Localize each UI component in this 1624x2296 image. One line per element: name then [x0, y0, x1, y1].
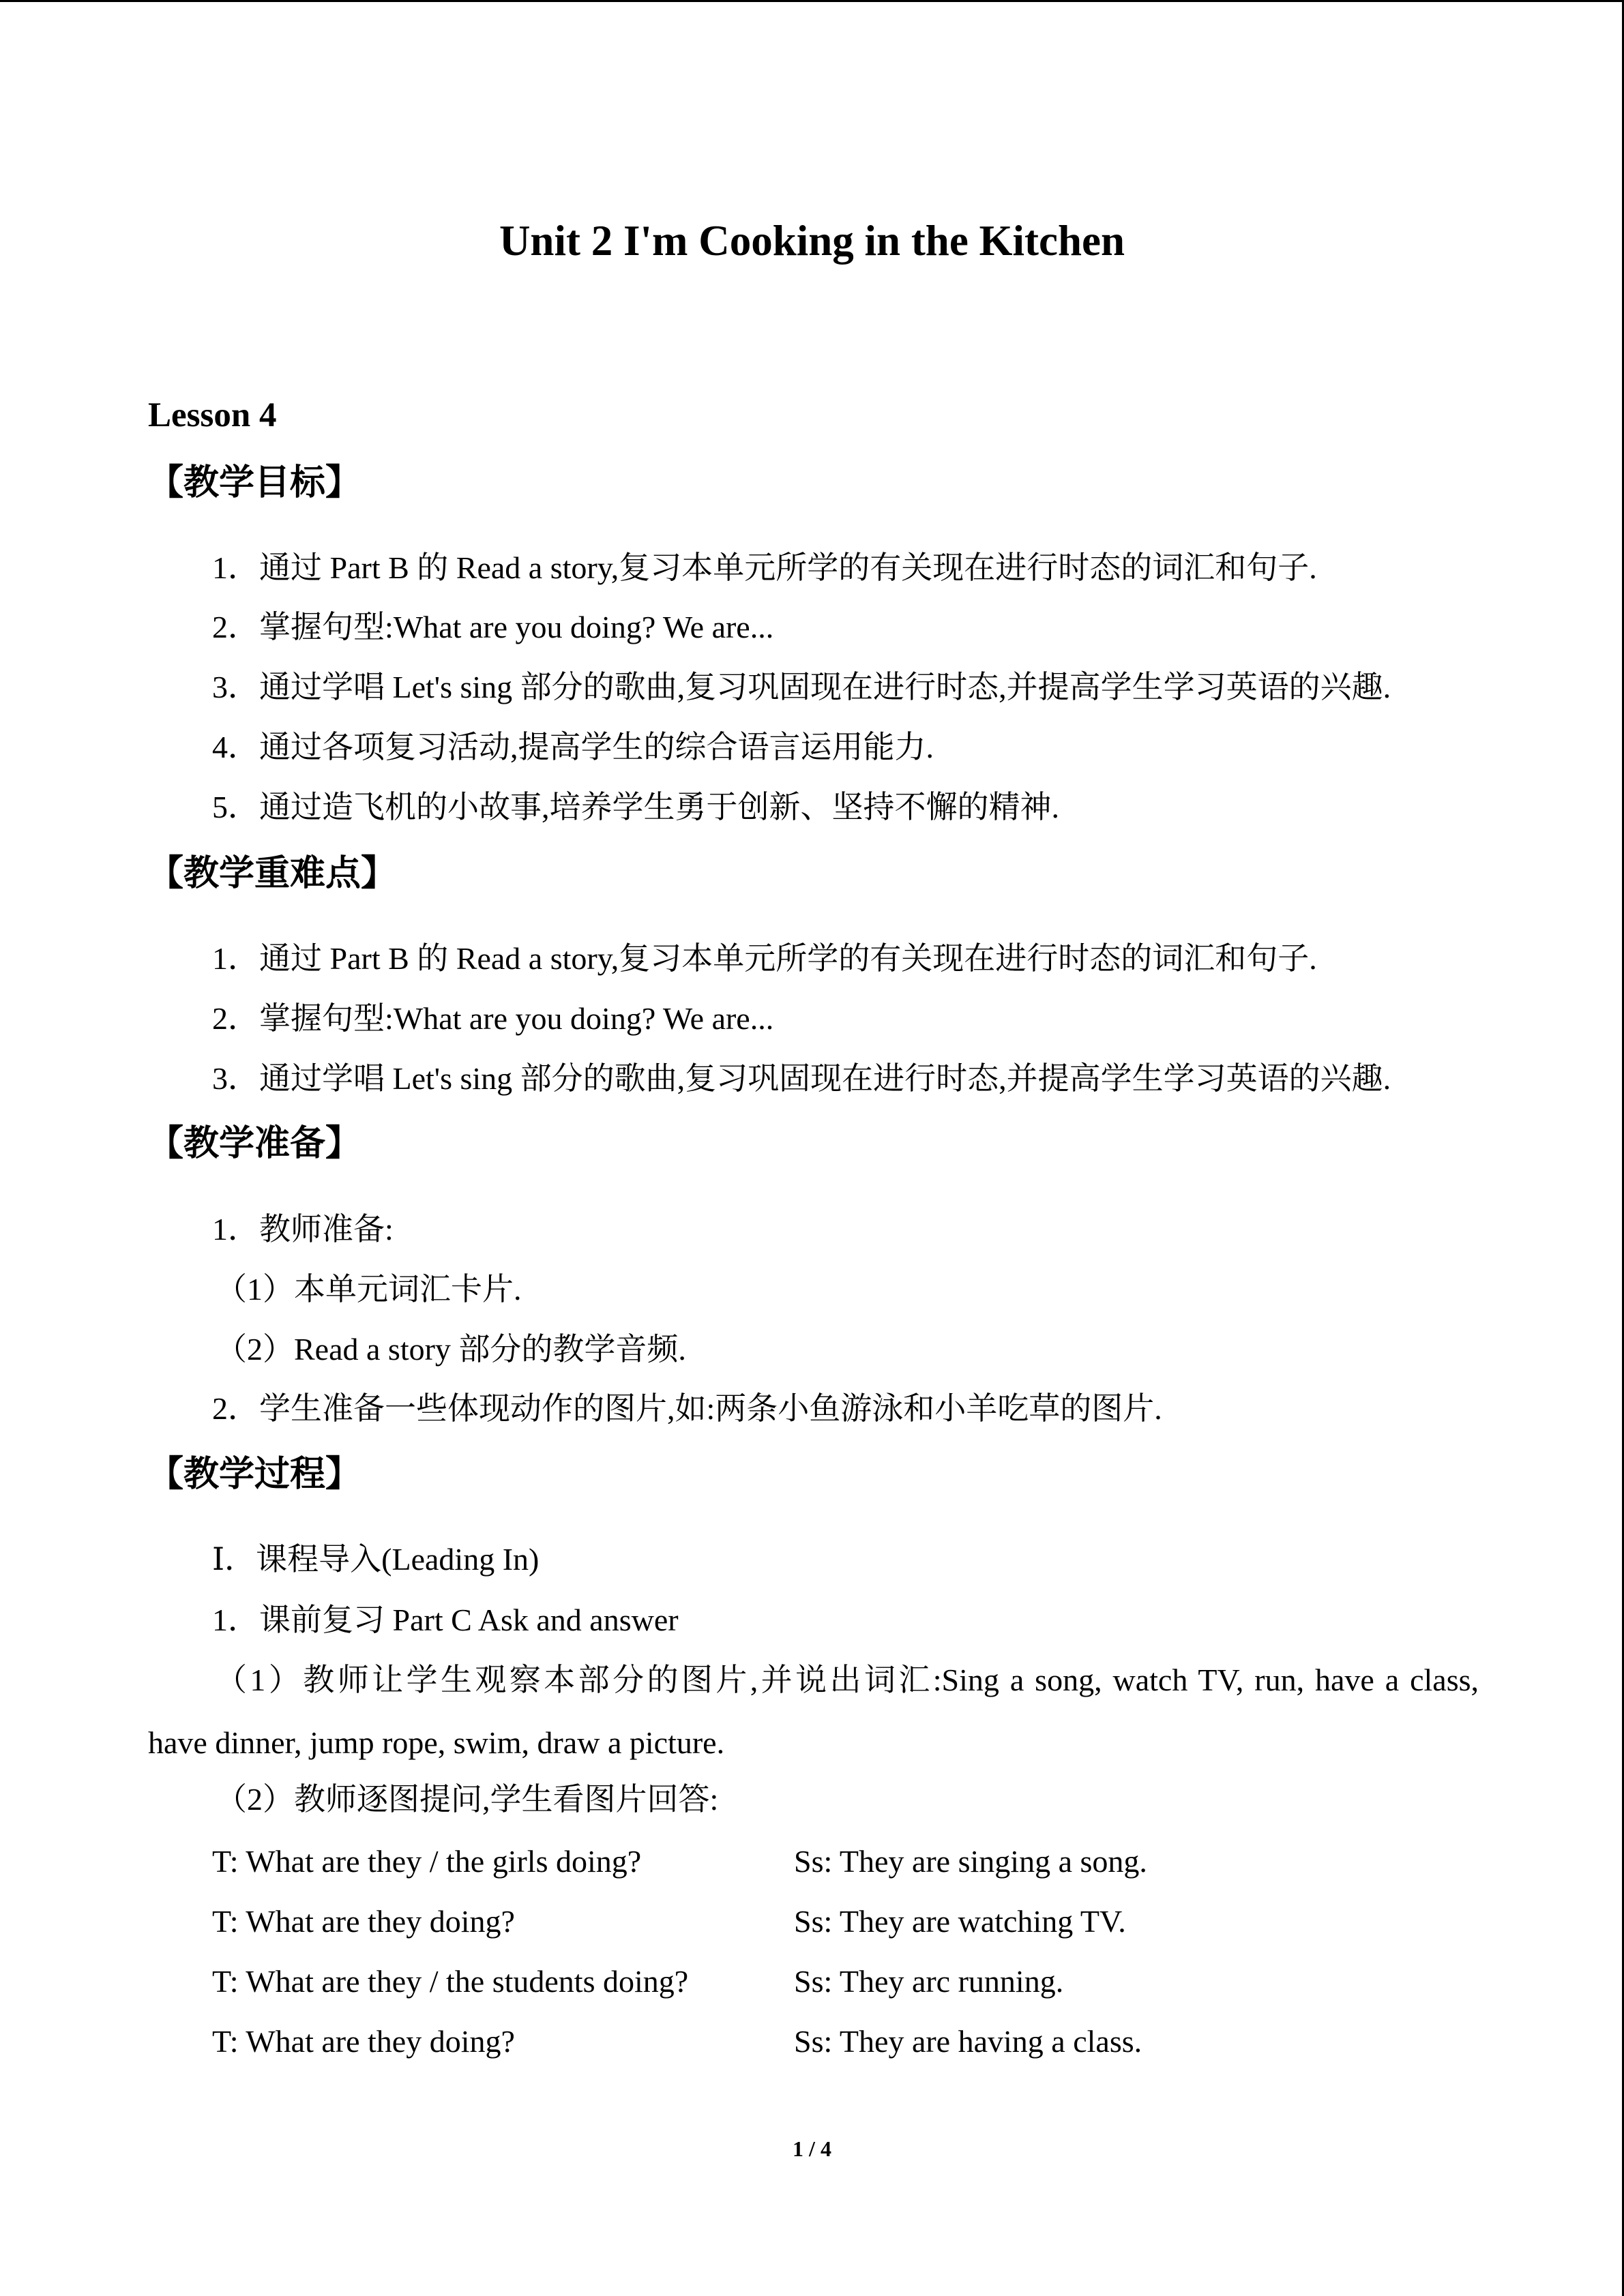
preparation-item: 1．教师准备: [212, 1212, 394, 1247]
page-number: 1 / 4 [793, 2136, 831, 2161]
objective-item: 2．掌握句型:What are you doing? We are... [212, 610, 774, 644]
dialogue-student-line: Ss: They are watching TV. [794, 1904, 1126, 1939]
process-paragraph-line: have dinner, jump rope, swim, draw a picture. [148, 1725, 725, 1760]
preparation-item: （1）本单元词汇卡片. [216, 1272, 522, 1307]
preparation-item: （2）Read a story 部分的教学音频. [216, 1332, 686, 1367]
dialogue-student-line: Ss: They are having a class. [794, 2024, 1142, 2059]
objective-item: 5．通过造飞机的小故事,培养学生勇于创新、坚持不懈的精神. [212, 790, 1059, 824]
section-heading-preparation: 【教学准备】 [148, 1123, 361, 1164]
objective-item: 3．通过学唱 Let's sing 部分的歌曲,复习巩固现在进行时态,并提高学生学习英语的兴趣. [212, 670, 1391, 704]
dialogue-teacher-line: T: What are they / the girls doing? [212, 1844, 642, 1879]
process-paragraph: （2）教师逐图提问,学生看图片回答: [216, 1782, 719, 1817]
section-heading-objectives: 【教学目标】 [148, 462, 361, 503]
dialogue-teacher-line: T: What are they doing? [212, 1904, 515, 1939]
dialogue-teacher-line: T: What are they / the students doing? [212, 1964, 689, 1999]
objective-item: 1．通过 Part B 的 Read a story,复习本单元所学的有关现在进行时态的词汇和句子. [212, 550, 1317, 585]
objective-item: 4．通过各项复习活动,提高学生的综合语言运用能力. [212, 730, 934, 764]
page-top-border [0, 0, 1624, 2]
document-title: Unit 2 I'm Cooking in the Kitchen [499, 217, 1125, 265]
process-paragraph-line: （1）教师让学生观察本部分的图片,并说出词汇:Sing a song, watch TV, run, have a class, [216, 1663, 1479, 1697]
section-heading-process: 【教学过程】 [148, 1454, 361, 1495]
lesson-heading: Lesson 4 [148, 396, 277, 434]
dialogue-student-line: Ss: They are singing a song. [794, 1844, 1147, 1879]
key-point-item: 3．通过学唱 Let's sing 部分的歌曲,复习巩固现在进行时态,并提高学生学习英语的兴趣. [212, 1061, 1391, 1096]
dialogue-teacher-line: T: What are they doing? [212, 2024, 515, 2059]
preparation-item: 2．学生准备一些体现动作的图片,如:两条小鱼游泳和小羊吃草的图片. [212, 1391, 1162, 1426]
key-point-item: 1．通过 Part B 的 Read a story,复习本单元所学的有关现在进行时态的词汇和句子. [212, 941, 1317, 976]
process-sub-title: 1．课前复习 Part C Ask and answer [212, 1602, 679, 1637]
process-step-title: Ⅰ．课程导入(Leading In) [212, 1542, 540, 1577]
section-heading-key-points: 【教学重难点】 [148, 853, 397, 894]
dialogue-student-line: Ss: They arc running. [794, 1964, 1064, 1999]
key-point-item: 2．掌握句型:What are you doing? We are... [212, 1001, 774, 1036]
